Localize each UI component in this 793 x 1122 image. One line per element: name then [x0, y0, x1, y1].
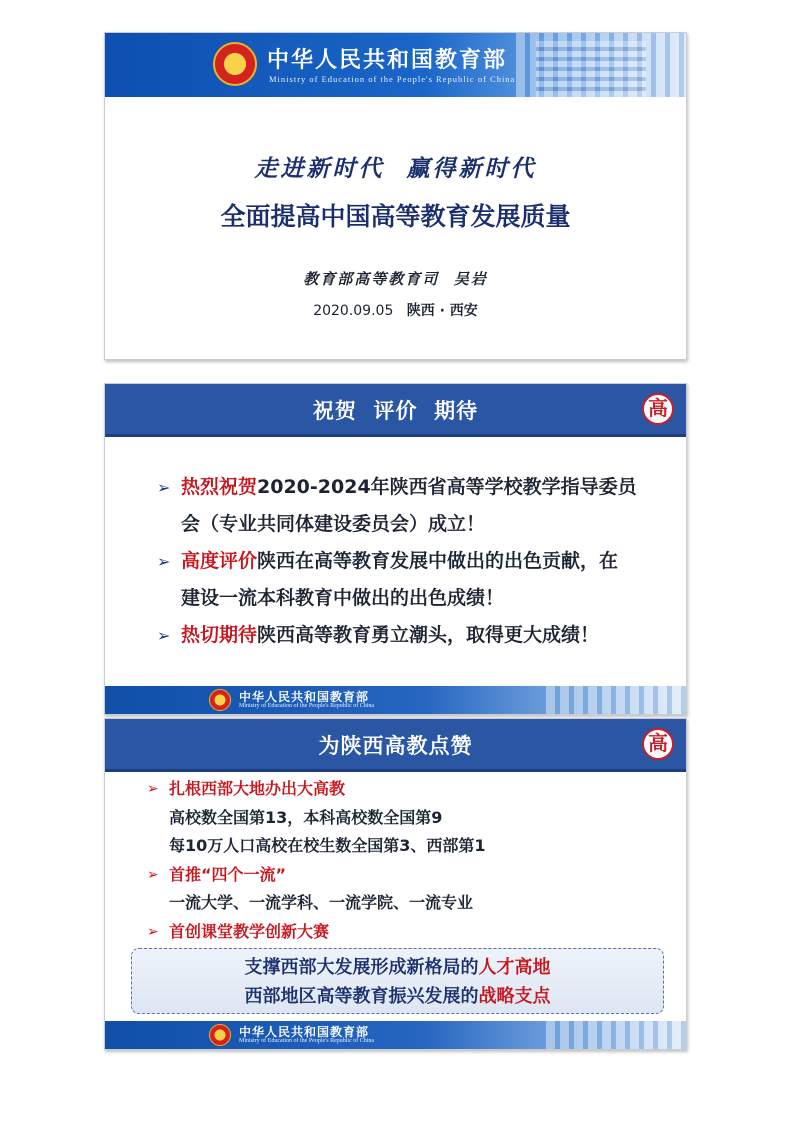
callout-emphasis: 战略支点 — [478, 986, 551, 1007]
building-graphic — [546, 1021, 686, 1049]
list-item-detail: 每10万人口高校在校生数全国第3、西部第1 — [169, 836, 486, 855]
arrow-bullet-icon: ➢ — [147, 781, 159, 797]
higher-education-logo-icon: 高 — [642, 393, 674, 425]
arrow-bullet-icon: ➢ — [147, 866, 159, 883]
national-emblem-icon — [209, 689, 231, 711]
bullet-list — [157, 469, 677, 654]
praise-slide — [104, 718, 687, 1050]
list-item-detail: 高校数全国第13，本科高校数全国第9 — [169, 807, 443, 827]
ministry-name-en: Ministry of Education of the People's Republic of China — [239, 1038, 375, 1044]
highlight-text: 高度评价 — [181, 550, 258, 572]
list-item — [157, 617, 677, 654]
achievement-list — [147, 775, 667, 946]
slide-header-title: 为陕西高教点赞 — [318, 734, 473, 758]
bullet-text-cont: 会（专业共同体建设委员会）成立！ — [181, 513, 486, 535]
slide-header-title: 祝贺 评价 期待 — [312, 399, 479, 423]
building-graphic-windows — [536, 41, 646, 97]
higher-education-logo-icon: 高 — [642, 728, 674, 760]
presenter: 教育部高等教育司 吴岩 — [303, 270, 488, 288]
date: 2020.09.05 — [313, 303, 394, 319]
slide-header — [105, 384, 686, 437]
ministry-name-en: Ministry of Education of the People's Republic of China — [239, 703, 375, 709]
bullet-text-cont: 建设一流本科教育中做出的出色成绩！ — [181, 587, 505, 609]
date-location — [105, 300, 686, 320]
list-item — [157, 543, 677, 617]
bullet-text: 2020-2024年陕西省高等学校教学指导委员 — [257, 476, 637, 498]
arrow-bullet-icon: ➢ — [157, 478, 171, 497]
list-item-heading: ➢ 首推“四个一流” — [147, 861, 667, 890]
ministry-banner — [105, 33, 686, 97]
ministry-name-cn: 中华人民共和国教育部 — [267, 47, 508, 73]
list-item-heading: ➢ 首创课堂教学创新大赛 — [147, 918, 667, 947]
ministry-name-cn: 中华人民共和国教育部 — [239, 1025, 370, 1039]
bullet-text: 陕西高等教育勇立潮头，取得更大成绩！ — [257, 624, 600, 646]
title-slide — [104, 32, 687, 360]
arrow-bullet-icon: ➢ — [157, 626, 171, 645]
callout-line: 西部地区高等教育振兴发展的战略支点 — [244, 986, 551, 1007]
national-emblem-icon — [209, 1024, 231, 1046]
congrats-slide — [104, 383, 687, 715]
callout-box — [131, 948, 664, 1014]
arrow-bullet-icon: ➢ — [147, 923, 159, 940]
location: 陕西 · 西安 — [406, 303, 478, 319]
arrow-bullet-icon: ➢ — [157, 552, 171, 571]
slide-header — [105, 719, 686, 772]
list-item-heading: ➢ 扎根西部大地办出大高教 — [147, 775, 667, 804]
slide-title-line2: 全面提高中国高等教育发展质量 — [220, 202, 571, 231]
national-emblem-icon — [213, 42, 257, 86]
bullet-text: 陕西在高等教育发展中做出的出色贡献，在 — [257, 550, 619, 572]
highlight-text: 热烈祝贺 — [181, 476, 258, 498]
building-graphic — [546, 686, 686, 714]
ministry-footer — [105, 1021, 686, 1049]
list-item-detail: 一流大学、一流学科、一流学院、一流专业 — [169, 893, 474, 912]
ministry-name-cn: 中华人民共和国教育部 — [239, 690, 370, 704]
ministry-name-en: Ministry of Education of the People's Republic of China — [269, 74, 516, 84]
callout-emphasis: 人才高地 — [478, 957, 551, 978]
highlight-text: 热切期待 — [181, 624, 258, 646]
slide-title-line1: 走进新时代 赢得新时代 — [254, 156, 537, 182]
ministry-footer — [105, 686, 686, 714]
callout-line: 支撑西部大发展形成新格局的人才高地 — [244, 957, 551, 978]
list-item — [157, 469, 677, 543]
